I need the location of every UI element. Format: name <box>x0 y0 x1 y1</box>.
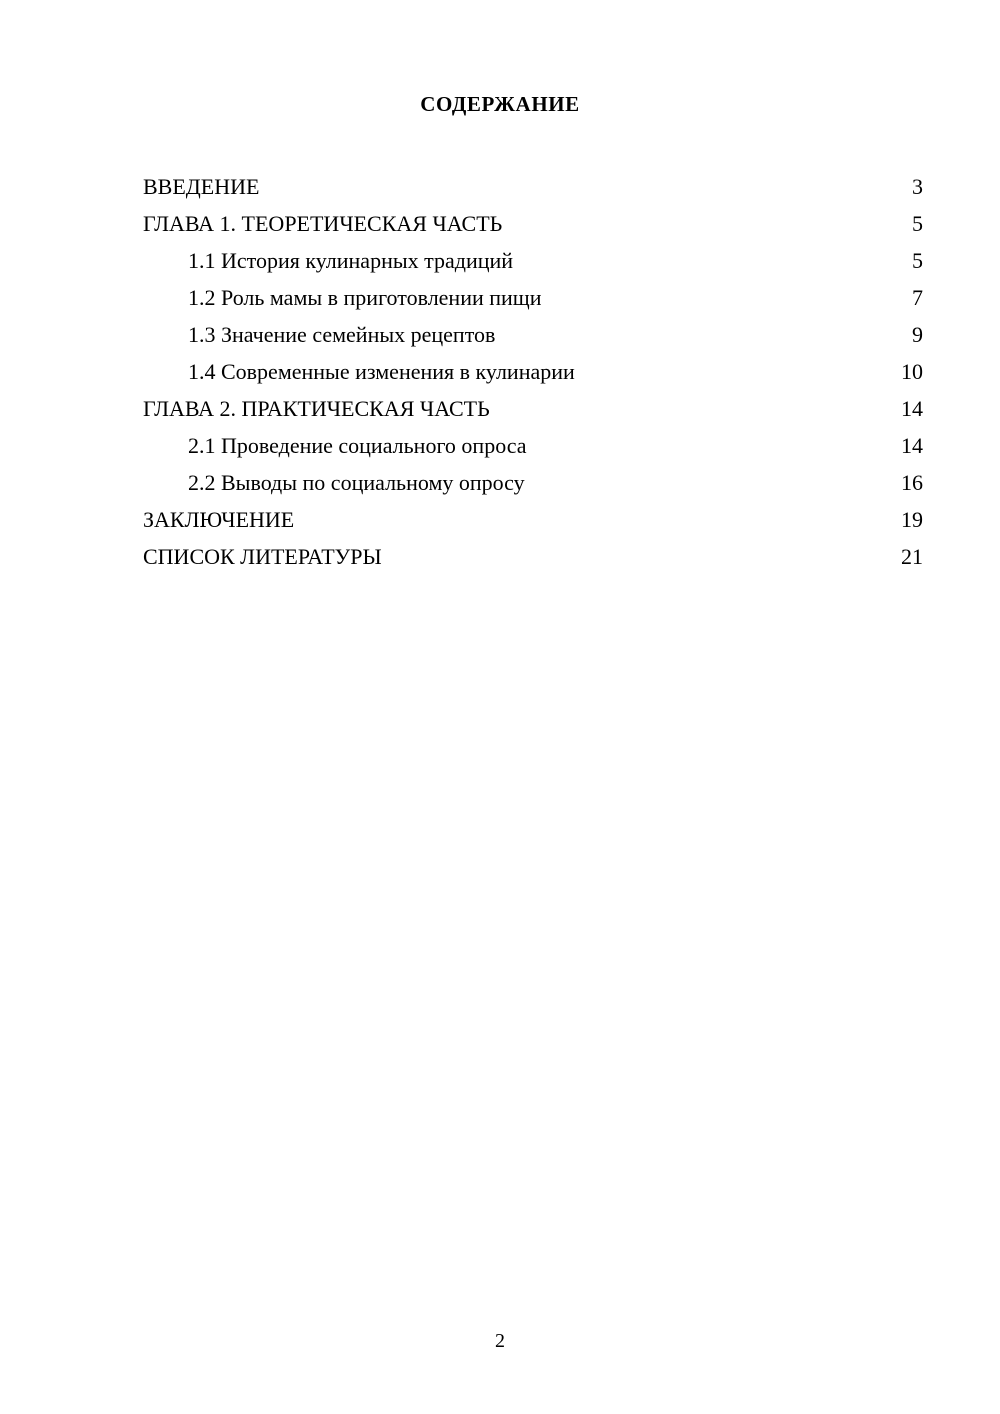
toc-entry-label: 1.4 Современные изменения в кулинарии <box>188 359 575 384</box>
toc-entry-page: 14 <box>901 433 923 458</box>
toc-entry[interactable] <box>143 168 923 205</box>
toc-entry-label: ВВЕДЕНИЕ <box>143 174 260 199</box>
toc-entry-label: ЗАКЛЮЧЕНИЕ <box>143 507 295 532</box>
toc-entry-page: 14 <box>901 396 923 421</box>
toc-entry[interactable] <box>143 427 923 464</box>
toc-entry-page: 9 <box>912 322 923 347</box>
toc-entry-label: ГЛАВА 1. ТЕОРЕТИЧЕСКАЯ ЧАСТЬ <box>143 211 503 236</box>
toc-entry[interactable] <box>143 464 923 501</box>
toc-entry[interactable] <box>143 390 923 427</box>
page-title: СОДЕРЖАНИЕ <box>420 92 580 116</box>
toc-entry-page: 3 <box>912 174 923 199</box>
toc-entry-label: 2.1 Проведение социального опроса <box>188 433 527 458</box>
toc-entry[interactable] <box>143 501 923 538</box>
toc-entry-page: 5 <box>912 248 923 273</box>
toc-entry-page: 16 <box>901 470 923 495</box>
toc-entry-page: 19 <box>901 507 923 532</box>
toc-entry-page: 10 <box>901 359 923 384</box>
toc-entry-label: 2.2 Выводы по социальному опросу <box>188 470 525 495</box>
toc-entry[interactable] <box>143 242 923 279</box>
page-footer-number: 2 <box>495 1330 505 1352</box>
toc-entry[interactable] <box>143 316 923 353</box>
toc-entry-label: ГЛАВА 2. ПРАКТИЧЕСКАЯ ЧАСТЬ <box>143 396 490 421</box>
toc-entry-label: 1.3 Значение семейных рецептов <box>188 322 496 347</box>
toc-entry[interactable] <box>143 538 923 575</box>
toc-entry-page: 21 <box>901 544 923 569</box>
toc-entry-page: 7 <box>912 285 923 310</box>
toc-entry-label: СПИСОК ЛИТЕРАТУРЫ <box>143 544 382 569</box>
toc-entry-page: 5 <box>912 211 923 236</box>
toc-entry[interactable] <box>143 205 923 242</box>
table-of-contents <box>143 168 923 575</box>
toc-entry[interactable] <box>143 353 923 390</box>
toc-entry-label: 1.2 Роль мамы в приготовлении пищи <box>188 285 542 310</box>
toc-entry[interactable] <box>143 279 923 316</box>
toc-entry-label: 1.1 История кулинарных традиций <box>188 248 514 273</box>
